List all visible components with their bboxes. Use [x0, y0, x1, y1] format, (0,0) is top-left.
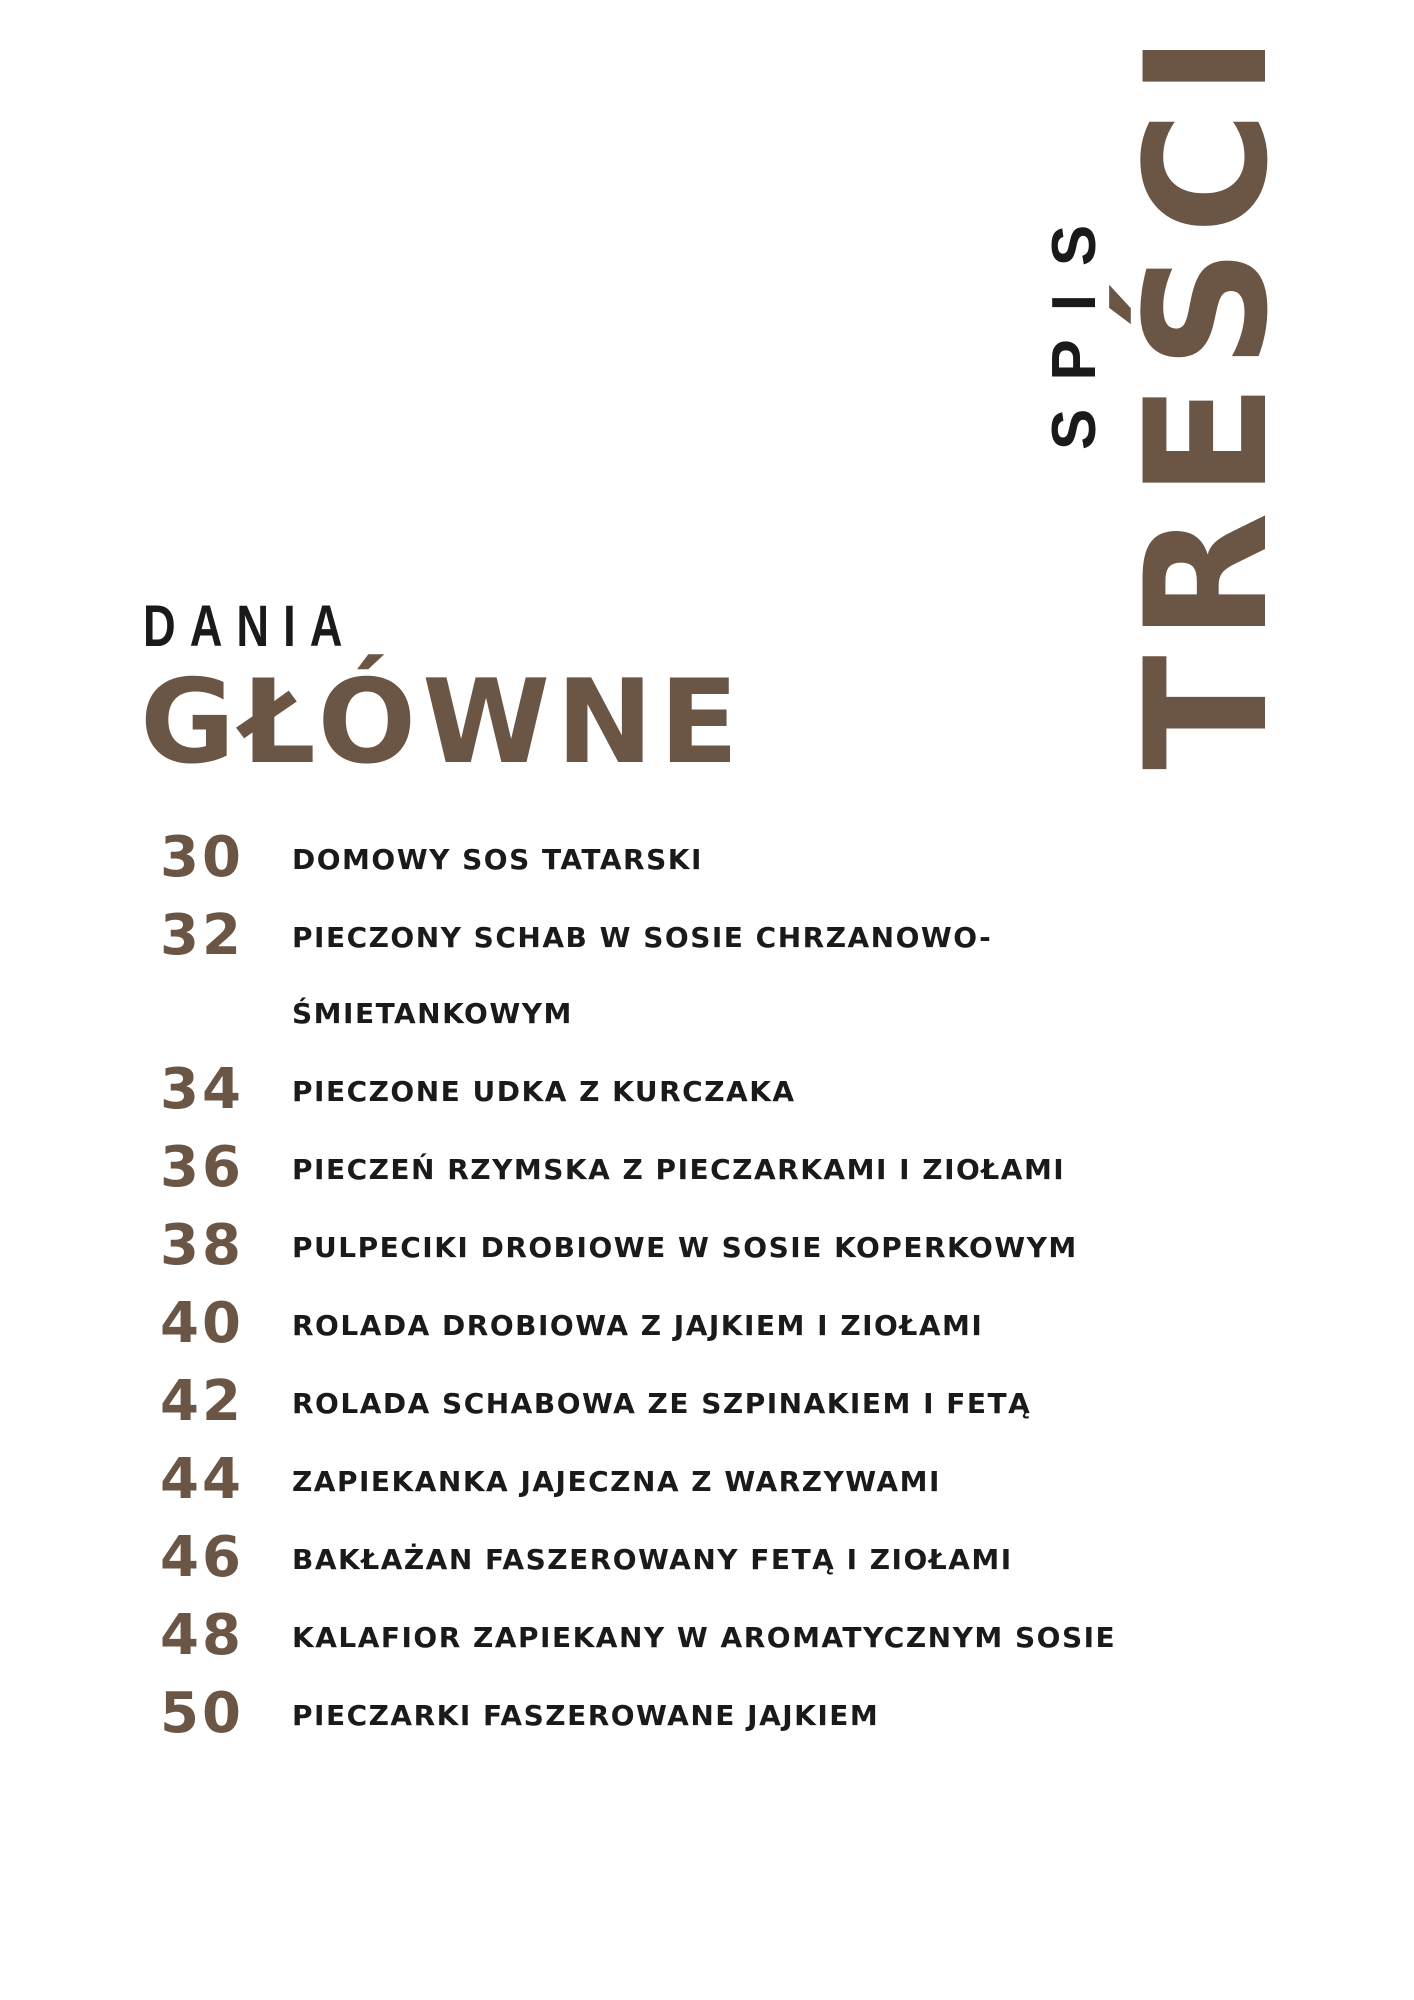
- toc-page-number: 36: [160, 1135, 244, 1200]
- table-of-contents: [160, 820, 1260, 1754]
- toc-title: ROLADA DROBIOWA Z JAJKIEM I ZIOŁAMI: [292, 1309, 984, 1342]
- vertical-title-small: SPIS: [1040, 196, 1109, 450]
- toc-entry[interactable]: [160, 820, 1260, 898]
- toc-title: PIECZONY SCHAB W SOSIE CHRZANOWO-ŚMIETANKOWYM: [292, 921, 993, 1030]
- toc-title: PIECZARKI FASZEROWANE JAJKIEM: [292, 1699, 880, 1732]
- toc-entry[interactable]: [160, 1208, 1260, 1286]
- toc-title: ZAPIEKANKA JAJECZNA Z WARZYWAMI: [292, 1465, 941, 1498]
- section-title: GŁÓWNE: [140, 655, 745, 790]
- toc-entry[interactable]: [160, 1364, 1260, 1442]
- vertical-title: [1015, 20, 1305, 770]
- toc-entry[interactable]: [160, 1676, 1260, 1754]
- toc-page-number: 38: [160, 1213, 244, 1278]
- toc-entry[interactable]: [160, 898, 1260, 1052]
- section-kicker: DANIA: [143, 594, 357, 659]
- toc-page-number: 40: [160, 1291, 244, 1356]
- toc-title: PIECZEŃ RZYMSKA Z PIECZARKAMI I ZIOŁAMI: [292, 1153, 1066, 1186]
- vertical-title-big: TREŚCI: [1109, 20, 1305, 770]
- toc-title: PIECZONE UDKA Z KURCZAKA: [292, 1075, 796, 1108]
- toc-entry[interactable]: [160, 1130, 1260, 1208]
- toc-page-number: 48: [160, 1603, 244, 1668]
- toc-entry[interactable]: [160, 1598, 1260, 1676]
- toc-title: DOMOWY SOS TATARSKI: [292, 843, 703, 876]
- toc-entry[interactable]: [160, 1052, 1260, 1130]
- toc-page-number: 32: [160, 903, 244, 968]
- toc-title: KALAFIOR ZAPIEKANY W AROMATYCZNYM SOSIE: [292, 1621, 1117, 1654]
- toc-entry[interactable]: [160, 1520, 1260, 1598]
- toc-page-number: 46: [160, 1525, 244, 1590]
- toc-page-number: 42: [160, 1369, 244, 1434]
- toc-page-number: 50: [160, 1681, 244, 1746]
- toc-title: ROLADA SCHABOWA ZE SZPINAKIEM I FETĄ: [292, 1387, 1032, 1420]
- toc-entry[interactable]: [160, 1286, 1260, 1364]
- toc-page-number: 44: [160, 1447, 244, 1512]
- toc-page-number: 34: [160, 1057, 244, 1122]
- toc-entry[interactable]: [160, 1442, 1260, 1520]
- toc-page-number: 30: [160, 825, 244, 890]
- toc-title: BAKŁAŻAN FASZEROWANY FETĄ I ZIOŁAMI: [292, 1543, 1013, 1576]
- toc-title: PULPECIKI DROBIOWE W SOSIE KOPERKOWYM: [292, 1231, 1078, 1264]
